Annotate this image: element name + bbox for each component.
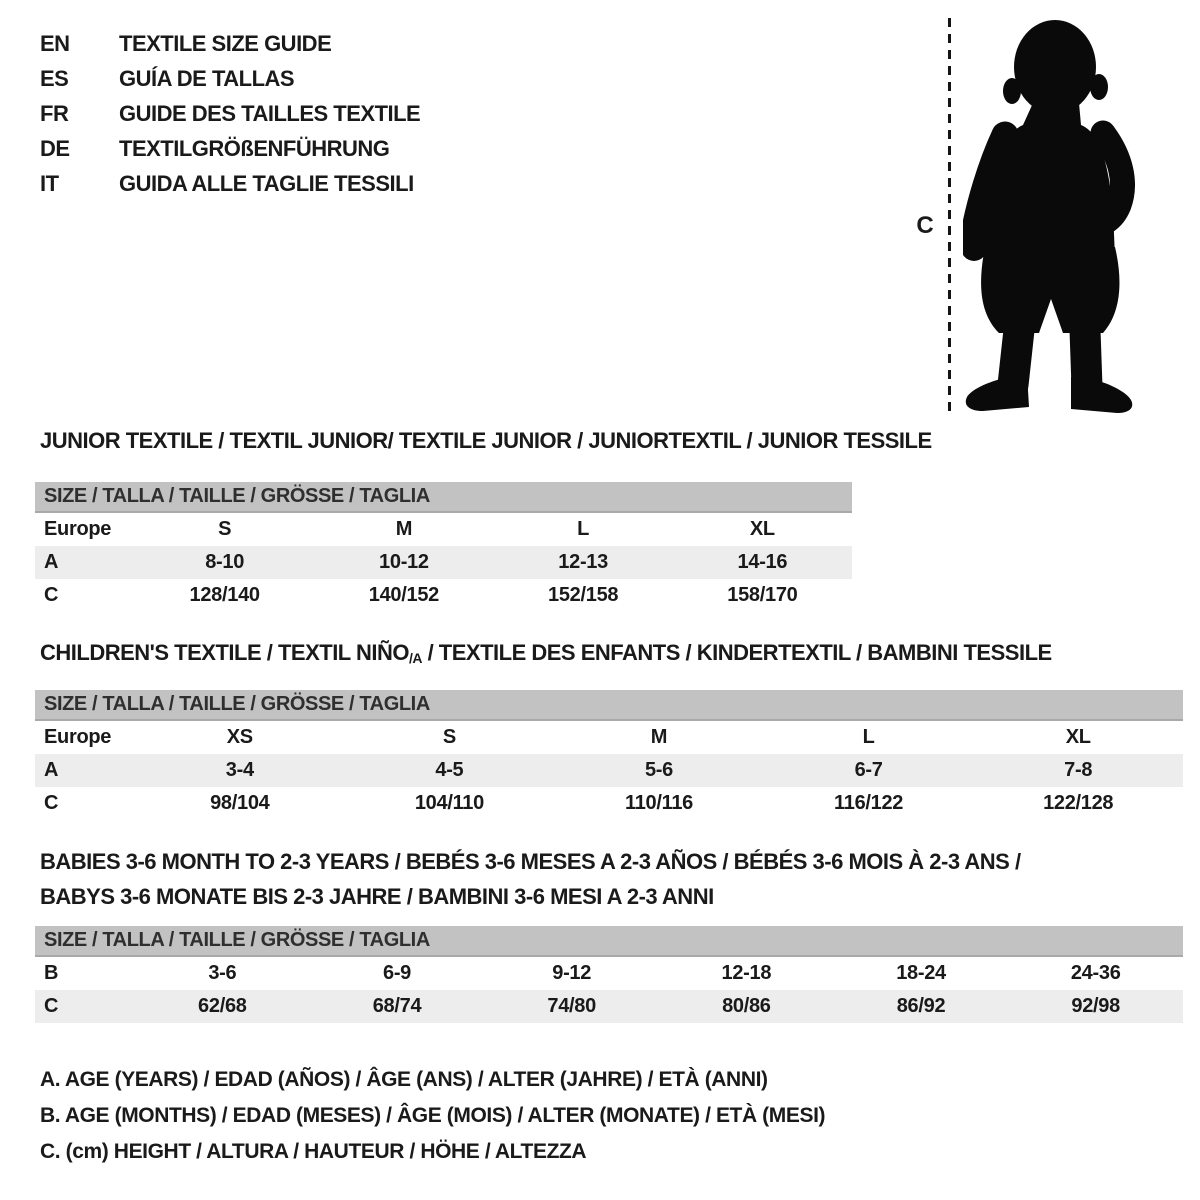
junior-section-title: JUNIOR TEXTILE / TEXTIL JUNIOR/ TEXTILE JUNIOR / JUNIORTEXTIL / JUNIOR TESSILE bbox=[40, 428, 932, 453]
legend-age-years: A. AGE (YEARS) / EDAD (AÑOS) / ÂGE (ANS) / ALTER (JAHRE) / ETÀ (ANNI) bbox=[40, 1068, 768, 1091]
table-cell: 110/116 bbox=[624, 792, 693, 814]
table-cell: S bbox=[442, 726, 456, 748]
table-row-age bbox=[35, 546, 852, 579]
row-label: Europe bbox=[44, 518, 112, 540]
table-cell: 10-12 bbox=[379, 551, 429, 573]
table-cell: 158/170 bbox=[727, 584, 798, 606]
table-cell: 24-36 bbox=[1070, 962, 1121, 984]
toddler-silhouette-icon bbox=[963, 15, 1135, 417]
table-cell: 5-6 bbox=[644, 759, 673, 781]
legend-age-months: B. AGE (MONTHS) / EDAD (MESES) / ÂGE (MOIS) / ALTER (MONATE) / ETÀ (MESI) bbox=[40, 1104, 826, 1127]
guide-title-en: TEXTILE SIZE GUIDE bbox=[119, 30, 332, 56]
row-label: A bbox=[44, 551, 59, 573]
table-cell: 6-7 bbox=[854, 759, 883, 781]
table-cell: L bbox=[577, 518, 590, 540]
children-title-prefix: CHILDREN'S TEXTILE / TEXTIL NIÑO bbox=[40, 640, 409, 665]
guide-title-fr: GUIDE DES TAILLES TEXTILE bbox=[119, 100, 421, 126]
table-cell: 86/92 bbox=[896, 995, 946, 1017]
table-cell: 62/68 bbox=[198, 995, 247, 1017]
table-cell: 3-4 bbox=[225, 759, 254, 781]
table-cell: 104/110 bbox=[414, 792, 484, 814]
table-cell: S bbox=[218, 518, 232, 540]
row-label: C bbox=[44, 584, 59, 606]
language-row-fr bbox=[40, 96, 420, 131]
table-cell: 152/158 bbox=[548, 584, 619, 606]
size-header-bar bbox=[35, 926, 1183, 957]
table-cell: 80/86 bbox=[722, 995, 771, 1017]
language-row-de bbox=[40, 131, 420, 166]
language-list bbox=[40, 26, 420, 201]
height-measure-label: C bbox=[916, 212, 934, 239]
table-cell: 18-24 bbox=[896, 962, 946, 984]
guide-title-es: GUÍA DE TALLAS bbox=[119, 65, 295, 91]
legend-height-cm: C. (cm) HEIGHT / ALTURA / HAUTEUR / HÖHE / ALTEZZA bbox=[40, 1140, 587, 1163]
size-header-label: SIZE / TALLA / TAILLE / GRÖSSE / TAGLIA bbox=[44, 929, 430, 951]
guide-title-it: GUIDA ALLE TAGLIE TESSILI bbox=[119, 170, 414, 196]
children-section-title bbox=[40, 640, 1052, 666]
table-row-months bbox=[35, 957, 1183, 990]
table-cell: 7-8 bbox=[1064, 759, 1093, 781]
table-row-height bbox=[35, 990, 1183, 1023]
table-cell: M bbox=[395, 518, 413, 540]
junior-size-table bbox=[35, 482, 852, 612]
table-cell: 92/98 bbox=[1071, 995, 1120, 1017]
measurement-legend bbox=[40, 1062, 825, 1170]
table-row-age bbox=[35, 754, 1183, 787]
table-cell: M bbox=[650, 726, 668, 748]
table-row-height bbox=[35, 787, 1183, 820]
height-dashed-line bbox=[948, 18, 951, 416]
language-code: EN bbox=[40, 30, 70, 56]
language-row-en bbox=[40, 26, 420, 61]
row-label: Europe bbox=[44, 726, 112, 748]
table-cell: 14-16 bbox=[737, 551, 788, 573]
size-header-bar bbox=[35, 482, 852, 513]
table-cell: XL bbox=[1065, 726, 1091, 748]
table-cell: 68/74 bbox=[372, 995, 422, 1017]
row-label: A bbox=[44, 759, 59, 781]
language-code: ES bbox=[40, 65, 69, 91]
table-cell: 98/104 bbox=[210, 792, 270, 814]
table-cell: 140/152 bbox=[368, 584, 439, 606]
size-header-label: SIZE / TALLA / TAILLE / GRÖSSE / TAGLIA bbox=[44, 485, 430, 507]
size-header-label: SIZE / TALLA / TAILLE / GRÖSSE / TAGLIA bbox=[44, 693, 430, 715]
table-row-europe bbox=[35, 721, 1183, 754]
table-cell: 4-5 bbox=[435, 759, 464, 781]
language-code: IT bbox=[40, 170, 59, 196]
babies-title-line1: BABIES 3-6 MONTH TO 2-3 YEARS / BEBÉS 3-6 MESES A 2-3 AÑOS / BÉBÉS 3-6 MOIS À 2-3 ANS / bbox=[40, 849, 1021, 874]
table-cell: XL bbox=[749, 518, 775, 540]
table-cell: 122/128 bbox=[1043, 792, 1114, 814]
table-cell: 12-13 bbox=[558, 551, 608, 573]
table-cell: 6-9 bbox=[383, 962, 412, 984]
table-cell: L bbox=[862, 726, 875, 748]
guide-title-de: TEXTILGRÖßENFÜHRUNG bbox=[119, 135, 390, 161]
children-title-suffix: / TEXTILE DES ENFANTS / KINDERTEXTIL / BAMBINI TESSILE bbox=[421, 640, 1052, 665]
children-title-subscript: /A bbox=[408, 650, 422, 666]
babies-size-table bbox=[35, 926, 1183, 1023]
row-label: C bbox=[44, 792, 59, 814]
language-row-it bbox=[40, 166, 420, 201]
size-header-bar bbox=[35, 690, 1183, 721]
table-cell: 74/80 bbox=[547, 995, 596, 1017]
babies-section-title bbox=[40, 844, 1021, 914]
table-cell: 3-6 bbox=[208, 962, 237, 984]
table-row-height bbox=[35, 579, 852, 612]
table-cell: XS bbox=[226, 726, 253, 748]
row-label: B bbox=[44, 962, 59, 984]
language-code: FR bbox=[40, 100, 69, 126]
children-size-table bbox=[35, 690, 1183, 820]
table-cell: 9-12 bbox=[552, 962, 592, 984]
table-row-europe bbox=[35, 513, 852, 546]
table-cell: 128/140 bbox=[189, 584, 260, 606]
table-cell: 12-18 bbox=[721, 962, 772, 984]
table-cell: 8-10 bbox=[205, 551, 245, 573]
table-cell: 116/122 bbox=[834, 792, 904, 814]
language-code: DE bbox=[40, 135, 70, 161]
row-label: C bbox=[44, 995, 59, 1017]
language-row-es bbox=[40, 61, 420, 96]
babies-title-line2: BABYS 3-6 MONATE BIS 2-3 JAHRE / BAMBINI 3-6 MESI A 2-3 ANNI bbox=[40, 884, 714, 909]
